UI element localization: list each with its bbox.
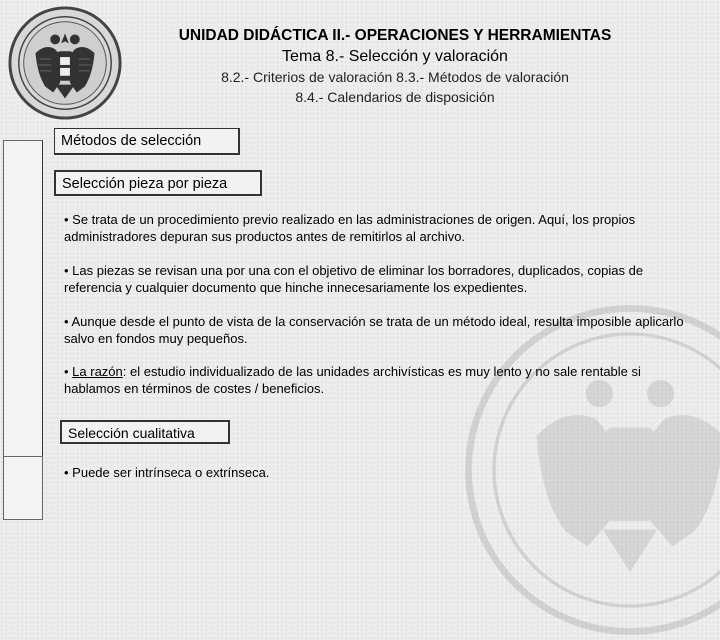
bullet-razon-rest: : el estudio individualizado de las unidades archivísticas es muy lento y no sale rentable si hablamos en términos de costes / beneficios. — [64, 364, 641, 396]
left-sidebar-panel — [3, 140, 43, 496]
bullet-piezas: • Las piezas se revisan una por una con el objetivo de eliminar los borradores, duplicados, copias de referencia y cualquier documento que hinche innecesariamente los expedientes. — [64, 262, 684, 296]
bullet-razon — [64, 363, 684, 397]
section-heading-pieza: Selección pieza por pieza — [54, 170, 262, 196]
subtopics-line-1: 8.2.- Criterios de valoración 8.3.- Métodos de valoración — [140, 69, 650, 85]
bullet-conservacion: • Aunque desde el punto de vista de la conservación se trata de un método ideal, resulta imposible aplicarlo salvo en fondos muy pequeños. — [64, 313, 684, 347]
bullet-razon-underlined: La razón — [72, 364, 123, 379]
left-sidebar-tab — [3, 456, 43, 520]
page-subtitle: Tema 8.- Selección y valoración — [140, 48, 650, 66]
subtopics-line-2: 8.4.- Calendarios de disposición — [140, 89, 650, 105]
page-title: UNIDAD DIDÁCTICA II.- OPERACIONES Y HERRAMIENTAS — [140, 27, 650, 45]
bullet-razon-prefix: • — [64, 364, 72, 379]
university-seal-icon — [6, 4, 124, 122]
bullet-procedimiento: • Se trata de un procedimiento previo realizado en las administraciones de origen. Aquí, los propios administradores depuran sus productos antes de remitirlos al archivo. — [64, 211, 684, 245]
bullet-intrinseca: • Puede ser intrínseca o extrínseca. — [64, 464, 684, 481]
section-heading-cualitativa: Selección cualitativa — [60, 420, 230, 444]
section-heading-metodos: Métodos de selección — [54, 128, 240, 155]
